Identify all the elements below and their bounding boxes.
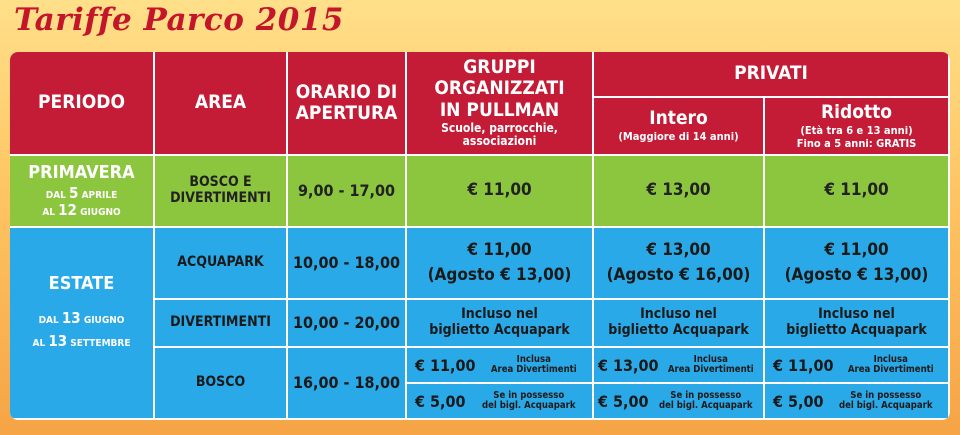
primavera-hours [288, 156, 407, 228]
bosco-gruppi-note1-line1: Inclusa [516, 353, 551, 365]
bosco-ridotto-price1: € 11,00 [773, 355, 834, 375]
bosco-intero-row-reduced [594, 382, 763, 418]
bosco-ridotto-note1 [834, 355, 944, 376]
header-gruppi [407, 52, 594, 156]
bosco-gruppi-price2: € 5,00 [415, 391, 466, 411]
season-estate-name: ESTATE [48, 273, 115, 294]
acquapark-intero-agosto: (Agosto € 16,00) [606, 264, 751, 285]
bosco-intero-note2-line1: Se in possesso [670, 389, 742, 401]
divertimenti-ridotto-incluso [765, 300, 950, 348]
estate-from-month: GIUGNO [83, 315, 125, 327]
season-primavera-name: PRIMAVERA [28, 162, 135, 184]
bosco-intero-note1-line2: Area Divertimenti [667, 364, 754, 375]
acquapark-hours-value: 10,00 - 18,00 [292, 253, 401, 273]
divertimenti-gruppi-line2: biglietto Acquapark [429, 322, 570, 338]
estate-to-day: 13 [48, 331, 68, 350]
estate-to-prefix: AL [32, 337, 46, 349]
header-orario [288, 52, 407, 156]
header-orario-line1: ORARIO DI [295, 80, 398, 103]
bosco-ridotto-note2-line2: del bigl. Acquapark [838, 400, 933, 411]
acquapark-gruppi-agosto: (Agosto € 13,00) [427, 264, 572, 285]
primavera-price-ridotto-value: € 11,00 [824, 180, 889, 201]
bosco-area [155, 348, 288, 420]
divertimenti-intero-line2: biglietto Acquapark [608, 322, 749, 338]
bosco-intero-note2-line2: del bigl. Acquapark [658, 400, 753, 411]
bosco-gruppi-row-reduced [407, 382, 592, 418]
divertimenti-area [155, 300, 288, 348]
acquapark-area [155, 228, 288, 300]
bosco-gruppi-note2 [466, 391, 588, 412]
season-estate-to [33, 333, 131, 350]
season-primavera [10, 156, 155, 228]
bosco-ridotto-price2: € 5,00 [773, 391, 824, 411]
acquapark-ridotto-price: € 11,00 [824, 240, 889, 261]
bosco-price-gruppi [407, 348, 594, 420]
divertimenti-intero-line1: Incluso nel [640, 306, 717, 323]
divertimenti-gruppi-line1: Incluso nel [461, 306, 538, 323]
acquapark-hours [288, 228, 407, 300]
primavera-area-line2: DIVERTIMENTI [170, 190, 271, 206]
header-area [155, 52, 288, 156]
header-intero-label: Intero [649, 107, 708, 130]
header-gruppi-line1: GRUPPI ORGANIZZATI [434, 56, 565, 100]
primavera-area-line1: BOSCO E [189, 174, 252, 191]
bosco-intero-note1 [659, 355, 759, 376]
estate-from-prefix: DAL [38, 315, 59, 327]
divertimenti-ridotto-line2: biglietto Acquapark [786, 322, 927, 338]
primavera-from-prefix: DAL [45, 190, 66, 202]
acquapark-gruppi-price: € 11,00 [467, 240, 532, 261]
acquapark-intero-price: € 13,00 [646, 240, 711, 261]
header-gruppi-sub1: Scuole, parrocchie, [441, 120, 558, 135]
header-area-label: AREA [194, 91, 247, 114]
header-orario-line2: APERTURA [295, 102, 398, 124]
primavera-to-prefix: AL [42, 207, 56, 219]
primavera-price-gruppi [407, 156, 594, 228]
bosco-ridotto-note2 [824, 391, 944, 412]
primavera-price-intero [594, 156, 765, 228]
tariff-table [10, 52, 950, 420]
primavera-hours-value: 9,00 - 17,00 [297, 181, 396, 201]
bosco-intero-row-standard [594, 348, 763, 382]
header-ridotto [765, 98, 950, 156]
bosco-ridotto-row-standard [765, 348, 948, 382]
season-primavera-from [46, 185, 118, 202]
primavera-from-month: APRILE [81, 190, 118, 202]
season-primavera-to [42, 202, 120, 219]
divertimenti-gruppi-incluso [407, 300, 594, 348]
bosco-price-intero [594, 348, 765, 420]
header-intero-sub: (Maggiore di 14 anni) [618, 130, 739, 144]
acquapark-ridotto-agosto: (Agosto € 13,00) [784, 264, 929, 285]
estate-to-month: SETTEMBRE [70, 337, 131, 349]
bosco-gruppi-note2-line2: del bigl. Acquapark [481, 400, 576, 411]
primavera-to-day: 12 [58, 201, 77, 220]
bosco-intero-note1-line1: Inclusa [693, 353, 728, 365]
bosco-price-ridotto [765, 348, 950, 420]
bosco-intero-price1: € 13,00 [598, 355, 659, 375]
estate-from-day: 13 [61, 309, 81, 328]
acquapark-price-ridotto [765, 228, 950, 300]
bosco-area-label: BOSCO [195, 374, 246, 391]
divertimenti-intero-incluso [594, 300, 765, 348]
bosco-gruppi-row-standard [407, 348, 592, 382]
primavera-area [155, 156, 288, 228]
header-ridotto-sub2: Fino a 5 anni: GRATIS [796, 136, 917, 150]
header-gruppi-sub2: associazioni [462, 134, 537, 149]
header-privati-label: PRIVATI [734, 62, 808, 85]
header-periodo-label: PERIODO [38, 91, 125, 114]
header-gruppi-line2: IN PULLMAN [439, 98, 560, 121]
header-ridotto-label: Ridotto [820, 101, 893, 124]
season-estate [10, 228, 155, 420]
divertimenti-hours-value: 10,00 - 20,00 [292, 313, 401, 333]
bosco-hours-value: 16,00 - 18,00 [292, 373, 401, 393]
bosco-ridotto-note1-line1: Inclusa [873, 353, 908, 365]
divertimenti-hours [288, 300, 407, 348]
acquapark-price-gruppi [407, 228, 594, 300]
acquapark-area-label: ACQUAPARK [177, 254, 264, 271]
bosco-intero-price2: € 5,00 [598, 391, 649, 411]
bosco-intero-note2 [649, 391, 759, 412]
header-periodo [10, 52, 155, 156]
header-ridotto-sub1: (Età tra 6 e 13 anni) [800, 124, 913, 138]
primavera-price-ridotto [765, 156, 950, 228]
season-estate-from [39, 310, 125, 327]
header-intero [594, 98, 765, 156]
bosco-ridotto-note2-line1: Se in possesso [850, 389, 922, 401]
bosco-gruppi-note1 [476, 355, 588, 376]
bosco-gruppi-note2-line1: Se in possesso [493, 389, 565, 401]
bosco-ridotto-row-reduced [765, 382, 948, 418]
primavera-price-intero-value: € 13,00 [646, 180, 711, 201]
primavera-price-gruppi-value: € 11,00 [467, 180, 532, 201]
divertimenti-area-label: DIVERTIMENTI [170, 314, 271, 331]
acquapark-price-intero [594, 228, 765, 300]
bosco-hours [288, 348, 407, 420]
header-privati [594, 52, 950, 98]
bosco-ridotto-note1-line2: Area Divertimenti [847, 364, 934, 375]
bosco-gruppi-price1: € 11,00 [415, 355, 476, 375]
divertimenti-ridotto-line1: Incluso nel [818, 306, 895, 323]
primavera-from-day: 5 [69, 184, 79, 203]
bosco-gruppi-note1-line2: Area Divertimenti [490, 364, 577, 375]
page-title: Tariffe Parco 2015 [14, 2, 345, 38]
primavera-to-month: GIUGNO [80, 207, 121, 219]
